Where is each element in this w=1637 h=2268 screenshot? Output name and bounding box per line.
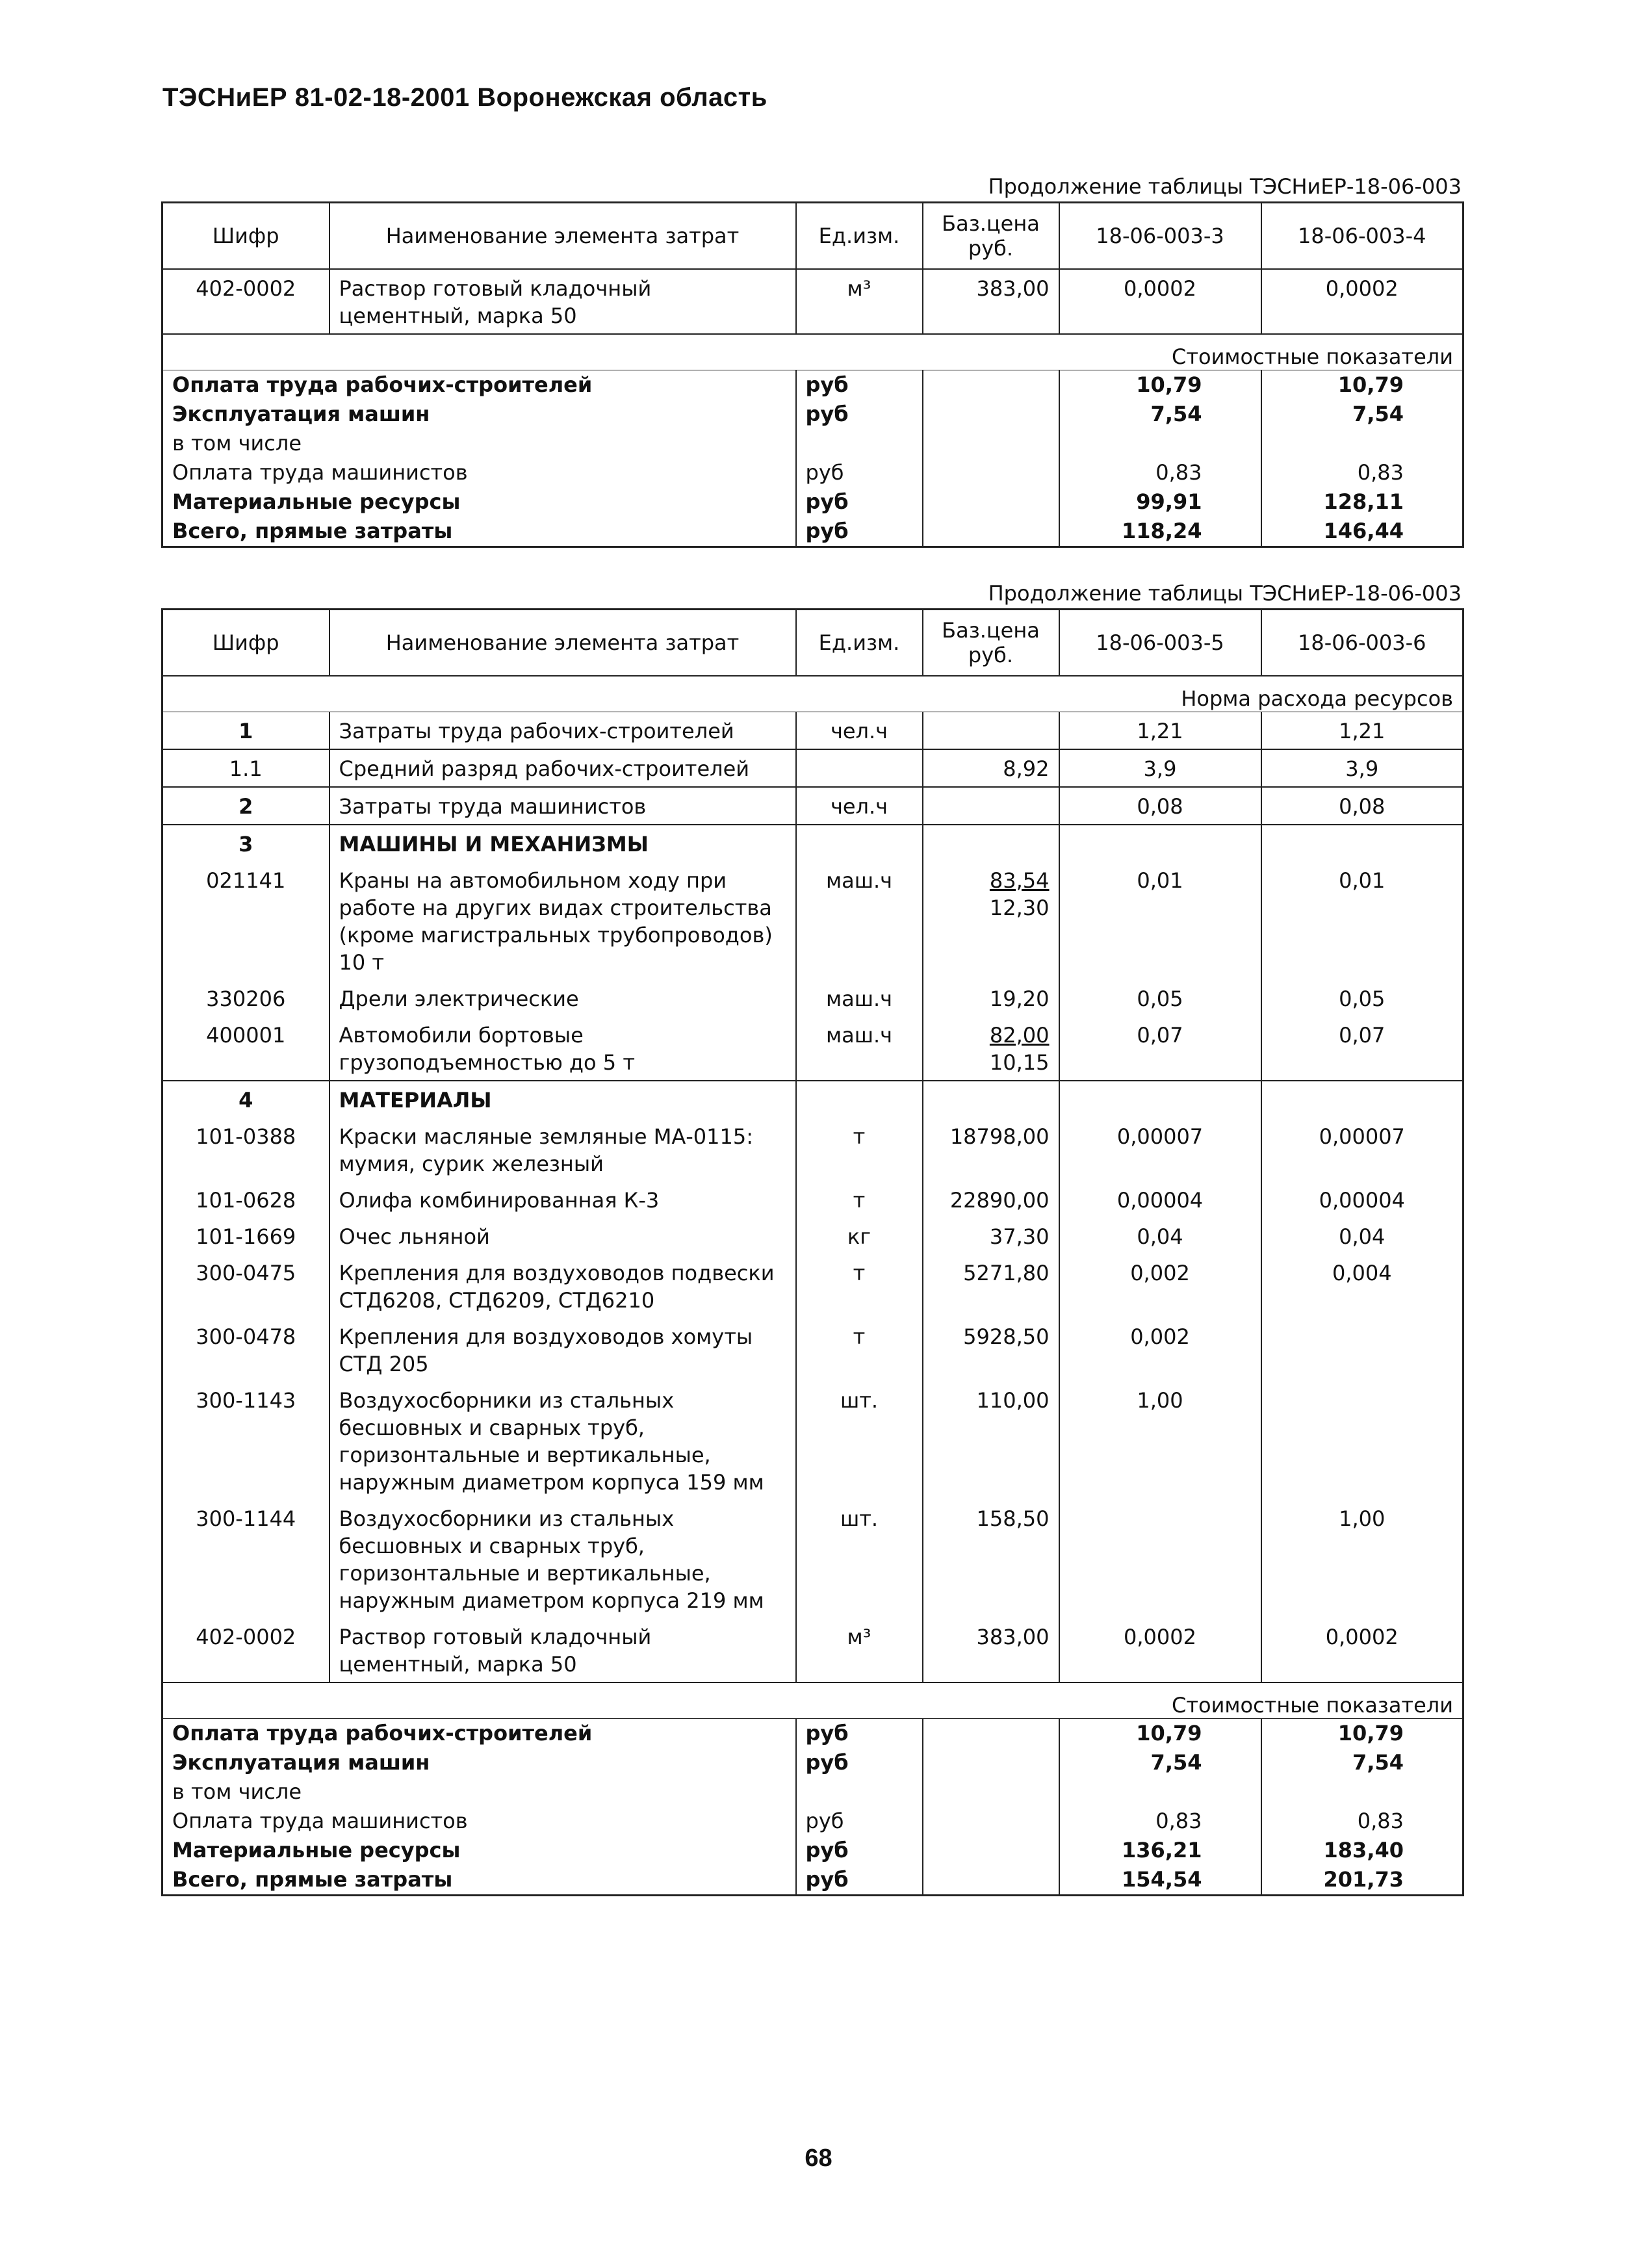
empty-cell (923, 1777, 1059, 1807)
cost-unit: руб (796, 1807, 923, 1836)
group-title: МАШИНЫ И МЕХАНИЗМЫ (329, 825, 796, 862)
empty-cell (923, 370, 1059, 400)
value-col-b: 0,0002 (1325, 1625, 1399, 1649)
cost-label: Материальные ресурсы (162, 1836, 796, 1865)
table-row (162, 712, 1463, 750)
table-row (162, 1118, 1463, 1181)
value-col-a: 0,01 (1059, 862, 1261, 980)
resource-name: Затраты труда машинистов (329, 787, 796, 825)
table1-header-row (162, 203, 1463, 270)
cost-row (162, 1865, 1463, 1896)
cost-row (162, 517, 1463, 547)
resource-name: Средний разряд рабочих-строителей (329, 749, 796, 787)
cost-col-b: 10,79 (1337, 1721, 1404, 1746)
section-norm-label: Норма расхода ресурсов (162, 676, 1463, 712)
empty-cell (923, 429, 1059, 458)
empty-cell (1059, 1081, 1261, 1118)
resource-code: 1 (162, 712, 329, 750)
value-col-b: 1,00 (1339, 1506, 1386, 1531)
header-name: Наименование элемента затрат (329, 203, 796, 270)
table-row (162, 1382, 1463, 1500)
cost-label: Всего, прямые затраты (162, 517, 796, 547)
resource-name: Автомобили бортовые грузоподъемностью до 5 т (329, 1016, 796, 1081)
empty-cell (923, 1836, 1059, 1865)
resource-price: 18798,00 (923, 1118, 1059, 1181)
empty-cell (1261, 1081, 1463, 1118)
resource-price: 5928,50 (923, 1318, 1059, 1382)
cost-unit: руб (796, 1865, 923, 1896)
value-col-a: 0,0002 (1059, 269, 1261, 334)
cost-label: в том числе (162, 1777, 796, 1807)
resource-code: 400001 (162, 1016, 329, 1081)
cost-col-a (1059, 429, 1261, 458)
cost-col-a: 7,54 (1059, 1748, 1261, 1777)
cost-label: Оплата труда машинистов (162, 1807, 796, 1836)
header-price: Баз.цена руб. (923, 203, 1059, 270)
resource-code: 101-1669 (162, 1218, 329, 1254)
resource-price: 383,00 (923, 1618, 1059, 1682)
table2-caption: Продолжение таблицы ТЭСНиЕР-18-06-003 (988, 581, 1462, 606)
cost-label: Оплата труда рабочих-строителей (162, 1719, 796, 1749)
value-col-b: 0,07 (1339, 1023, 1386, 1048)
resource-unit: кг (796, 1218, 923, 1254)
section-costs-label: Стоимостные показатели (162, 1682, 1463, 1719)
cost-col-b (1261, 429, 1463, 458)
cost-col-a: 10,79 (1059, 1719, 1261, 1749)
resource-unit: чел.ч (796, 712, 923, 750)
resource-code: 2 (162, 787, 329, 825)
resource-name: Краски масляные земляные МА-0115: мумия, сурик железный (329, 1118, 796, 1181)
resource-code: 330206 (162, 980, 329, 1016)
empty-cell (923, 1719, 1059, 1749)
cost-col-a: 118,24 (1059, 517, 1261, 547)
cost-row (162, 1777, 1463, 1807)
cost-col-a: 10,79 (1059, 370, 1261, 400)
value-col-b: 0,004 (1332, 1261, 1392, 1285)
value-col-b: 3,9 (1261, 749, 1463, 787)
resource-unit: шт. (796, 1382, 923, 1500)
resource-name: Раствор готовый кладочный цементный, марка 50 (329, 269, 796, 334)
table2-header-row (162, 610, 1463, 677)
resource-unit: т (796, 1254, 923, 1318)
value-col-a (1059, 1500, 1261, 1618)
resource-price: 158,50 (923, 1500, 1059, 1618)
cost-unit: руб (796, 517, 923, 547)
value-col-a: 3,9 (1059, 749, 1261, 787)
cost-col-a: 136,21 (1059, 1836, 1261, 1865)
cost-col-b: 10,79 (1337, 372, 1404, 397)
table1 (161, 201, 1464, 548)
cost-row (162, 1836, 1463, 1865)
value-col-a: 0,04 (1059, 1218, 1261, 1254)
resource-name: Краны на автомобильном ходу при работе на других видах строительства (кроме магистральных трубопроводов) 10 т (329, 862, 796, 980)
resource-price: 19,20 (923, 980, 1059, 1016)
cost-col-b: 128,11 (1323, 489, 1404, 514)
header-code: Шифр (162, 610, 329, 677)
section-costs-label: Стоимостные показатели (162, 334, 1463, 370)
materials-group (162, 1081, 1463, 1118)
header-unit: Ед.изм. (796, 610, 923, 677)
header-code: Шифр (162, 203, 329, 270)
value-col-b: 1,21 (1339, 719, 1386, 743)
value-col-b (1261, 1382, 1463, 1500)
cost-label: Материальные ресурсы (162, 487, 796, 517)
resource-code: 101-0388 (162, 1118, 329, 1181)
document-title: ТЭСНиЕР 81-02-18-2001 Воронежская область (162, 83, 767, 112)
resource-code: 1.1 (162, 749, 329, 787)
cost-label: Всего, прямые затраты (162, 1865, 796, 1896)
cost-row (162, 1719, 1463, 1749)
cost-row (162, 1807, 1463, 1836)
resource-code: 402-0002 (162, 1618, 329, 1682)
resource-name: Очес льняной (329, 1218, 796, 1254)
resource-name: Дрели электрические (329, 980, 796, 1016)
table-row (162, 749, 1463, 787)
resource-code: 101-0628 (162, 1181, 329, 1218)
value-col-b: 0,0002 (1325, 276, 1399, 301)
cost-col-b: 0,83 (1357, 460, 1404, 485)
empty-cell (796, 825, 923, 862)
value-col-b: 0,01 (1339, 868, 1386, 893)
cost-unit (796, 429, 923, 458)
table-row (162, 1618, 1463, 1682)
table-row (162, 1318, 1463, 1382)
resource-unit: м³ (796, 269, 923, 334)
cost-col-b: 7,54 (1352, 402, 1404, 426)
value-col-a: 0,00007 (1059, 1118, 1261, 1181)
table-row (162, 269, 1463, 334)
value-col-a: 0,002 (1059, 1254, 1261, 1318)
empty-cell (923, 1807, 1059, 1836)
value-col-a: 0,002 (1059, 1318, 1261, 1382)
resource-price: 37,30 (923, 1218, 1059, 1254)
value-col-b: 0,08 (1261, 787, 1463, 825)
cost-unit: руб (796, 487, 923, 517)
resource-price: 22890,00 (923, 1181, 1059, 1218)
table-row (162, 980, 1463, 1016)
resource-price (923, 787, 1059, 825)
cost-unit: руб (796, 370, 923, 400)
empty-cell (1059, 825, 1261, 862)
empty-cell (923, 400, 1059, 429)
header-name: Наименование элемента затрат (329, 610, 796, 677)
empty-cell (923, 825, 1059, 862)
value-col-a: 1,21 (1059, 712, 1261, 750)
empty-cell (923, 458, 1059, 487)
resource-unit: м³ (796, 1618, 923, 1682)
cost-unit: руб (796, 458, 923, 487)
cost-col-a: 7,54 (1059, 400, 1261, 429)
table-row (162, 1254, 1463, 1318)
resource-unit: шт. (796, 1500, 923, 1618)
table-row (162, 1016, 1463, 1081)
value-col-b: 0,00007 (1319, 1124, 1405, 1149)
header-col-a: 18-06-003-3 (1059, 203, 1261, 270)
empty-cell (923, 1865, 1059, 1896)
section-costs (162, 1682, 1463, 1719)
resource-unit: т (796, 1181, 923, 1218)
section-costs (162, 334, 1463, 370)
cost-col-b: 7,54 (1352, 1750, 1404, 1775)
header-col-a: 18-06-003-5 (1059, 610, 1261, 677)
value-col-a: 0,00004 (1059, 1181, 1261, 1218)
header-price: Баз.цена руб. (923, 610, 1059, 677)
resource-name: Олифа комбинированная К-3 (329, 1181, 796, 1218)
value-col-a: 0,0002 (1059, 1618, 1261, 1682)
resource-name: Воздухосборники из стальных бесшовных и сварных труб, горизонтальные и вертикальные, наружным диаметром корпуса 159 мм (329, 1382, 796, 1500)
resource-unit: т (796, 1118, 923, 1181)
table-row (162, 787, 1463, 825)
empty-cell (923, 1748, 1059, 1777)
cost-col-a: 99,91 (1059, 487, 1261, 517)
empty-cell (923, 487, 1059, 517)
resource-name: Воздухосборники из стальных бесшовных и сварных труб, горизонтальные и вертикальные, наружным диаметром корпуса 219 мм (329, 1500, 796, 1618)
cost-col-a: 0,83 (1059, 458, 1261, 487)
resource-price (923, 712, 1059, 750)
header-col-b: 18-06-003-4 (1261, 203, 1463, 270)
table-row (162, 862, 1463, 980)
cost-unit: руб (796, 1836, 923, 1865)
cost-col-a: 154,54 (1059, 1865, 1261, 1896)
value-col-a: 1,00 (1059, 1382, 1261, 1500)
resource-name: Затраты труда рабочих-строителей (329, 712, 796, 750)
empty-cell (923, 517, 1059, 547)
table1-caption: Продолжение таблицы ТЭСНиЕР-18-06-003 (988, 174, 1462, 199)
cost-col-a: 0,83 (1059, 1807, 1261, 1836)
value-col-a: 0,05 (1059, 980, 1261, 1016)
cost-col-b: 201,73 (1323, 1867, 1404, 1892)
resource-price: 8,92 (923, 749, 1059, 787)
resource-code: 300-1144 (162, 1500, 329, 1618)
value-col-a: 0,08 (1059, 787, 1261, 825)
group-code: 4 (162, 1081, 329, 1118)
table-row (162, 1500, 1463, 1618)
cost-label: Оплата труда рабочих-строителей (162, 370, 796, 400)
cost-label: Оплата труда машинистов (162, 458, 796, 487)
cost-col-a (1059, 1777, 1261, 1807)
resource-price: 110,00 (923, 1382, 1059, 1500)
resource-unit: маш.ч (796, 1016, 923, 1081)
cost-label: Эксплуатация машин (162, 1748, 796, 1777)
resource-code: 021141 (162, 862, 329, 980)
cost-unit: руб (796, 1748, 923, 1777)
resource-unit: маш.ч (796, 862, 923, 980)
resource-code: 300-0478 (162, 1318, 329, 1382)
table-row (162, 1218, 1463, 1254)
machines-group (162, 825, 1463, 862)
cost-unit: руб (796, 400, 923, 429)
cost-col-b: 0,83 (1357, 1809, 1404, 1833)
group-code: 3 (162, 825, 329, 862)
resource-price: 5271,80 (923, 1254, 1059, 1318)
cost-col-b (1261, 1777, 1463, 1807)
resource-unit: т (796, 1318, 923, 1382)
resource-unit: маш.ч (796, 980, 923, 1016)
cost-unit: руб (796, 1719, 923, 1749)
resource-price: 82,00 10,15 (923, 1016, 1059, 1081)
empty-cell (1261, 825, 1463, 862)
header-unit: Ед.изм. (796, 203, 923, 270)
resource-price: 383,00 (923, 269, 1059, 334)
resource-name: Крепления для воздуховодов подвески СТД6208, СТД6209, СТД6210 (329, 1254, 796, 1318)
table-row (162, 1181, 1463, 1218)
page-number: 68 (805, 2145, 832, 2172)
cost-row (162, 487, 1463, 517)
value-col-b: 0,05 (1339, 986, 1386, 1011)
cost-row (162, 458, 1463, 487)
resource-name: Раствор готовый кладочный цементный, марка 50 (329, 1618, 796, 1682)
cost-label: в том числе (162, 429, 796, 458)
value-col-b: 0,04 (1339, 1224, 1386, 1249)
cost-col-b: 146,44 (1323, 519, 1404, 543)
table2 (161, 608, 1464, 1896)
header-col-b: 18-06-003-6 (1261, 610, 1463, 677)
group-title: МАТЕРИАЛЫ (329, 1081, 796, 1118)
resource-code: 402-0002 (162, 269, 329, 334)
cost-unit (796, 1777, 923, 1807)
cost-row (162, 1748, 1463, 1777)
section-norm (162, 676, 1463, 712)
value-col-b (1261, 1318, 1463, 1382)
cost-row (162, 370, 1463, 400)
value-col-b: 0,00004 (1319, 1188, 1405, 1213)
resource-code: 300-0475 (162, 1254, 329, 1318)
resource-unit: чел.ч (796, 787, 923, 825)
cost-label: Эксплуатация машин (162, 400, 796, 429)
empty-cell (796, 1081, 923, 1118)
resource-price: 83,54 12,30 (923, 862, 1059, 980)
cost-col-b: 183,40 (1323, 1838, 1404, 1862)
value-col-a: 0,07 (1059, 1016, 1261, 1081)
empty-cell (923, 1081, 1059, 1118)
resource-code: 300-1143 (162, 1382, 329, 1500)
resource-unit (796, 749, 923, 787)
cost-row (162, 429, 1463, 458)
resource-name: Крепления для воздуховодов хомуты СТД 205 (329, 1318, 796, 1382)
cost-row (162, 400, 1463, 429)
